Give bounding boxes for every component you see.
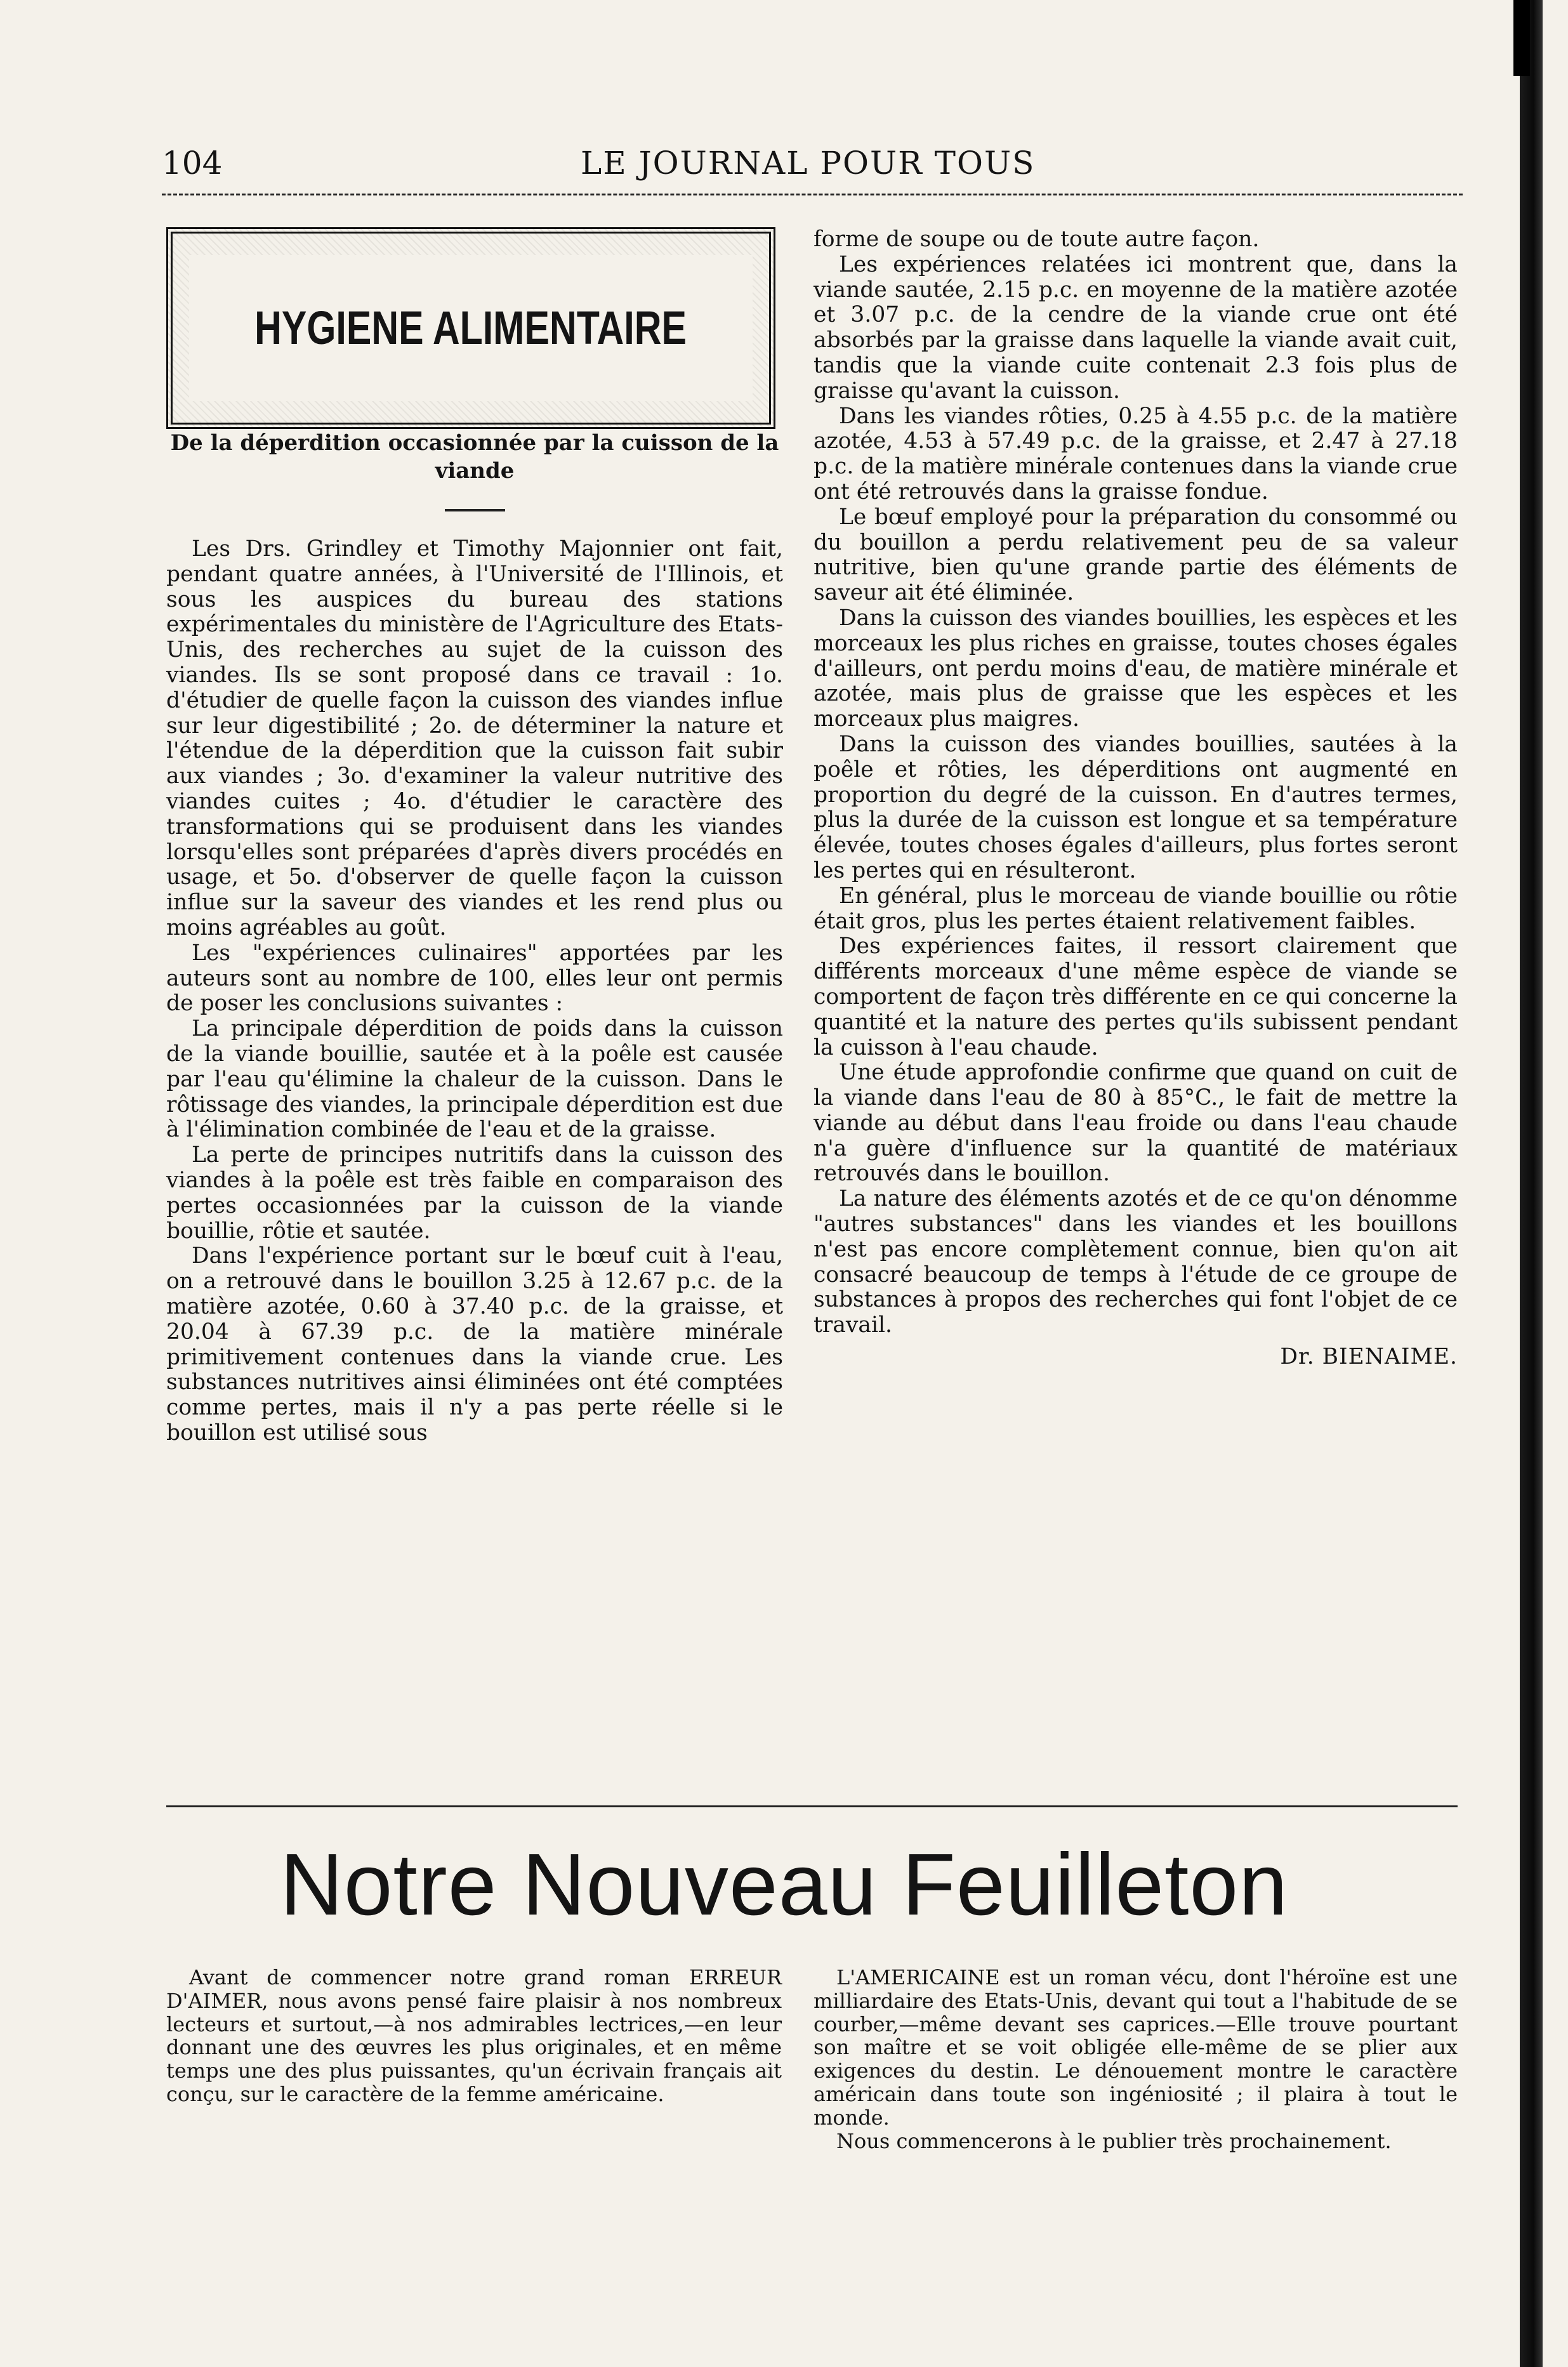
feuilleton-column-left	[166, 1966, 782, 2106]
page-header	[162, 145, 1463, 189]
ornamental-title-box	[166, 227, 775, 429]
article-paragraph: Des expériences faites, il ressort clairement que différents morceaux d'une même espèce de viande se comportent de façon très différente en ce qui concerne la quantité et la nature des pertes qu'ils subissent pendant la cuisson à l'eau chaude.	[814, 933, 1458, 1060]
article-subtitle: De la déperdition occasionnée par la cuisson de la viande	[170, 430, 779, 484]
header-rule	[162, 194, 1463, 195]
article-paragraph: Les expériences relatées ici montrent que, dans la viande sautée, 2.15 p.c. en moyenne de la matière azotée et 3.07 p.c. de la cendre de la viande crue ont été absorbés par la graisse dans laquelle la viande avait cuit, tandis que la viande cuite contenait 2.3 fois plus de graisse qu'avant la cuisson.	[814, 251, 1458, 404]
article-paragraph: Dans la cuisson des viandes bouillies, les espèces et les morceaux les plus riches en graisse, toutes choses égales d'ailleurs, ont perdu moins d'eau, de matière minérale et azotée, mais plus de graisse que les espèces et les morceaux plus maigres.	[814, 605, 1458, 732]
page-number: 104	[162, 145, 223, 181]
feuilleton-title: Notre Nouveau Feuilleton	[280, 1836, 1288, 1934]
article-signature: Dr. BIENAIME.	[1280, 1344, 1458, 1370]
article-paragraph: En général, plus le morceau de viande bouillie ou rôtie était gros, plus les pertes étaient relativement faibles.	[814, 883, 1458, 934]
section-rule	[166, 1805, 1458, 1807]
article-paragraph: Dans la cuisson des viandes bouillies, sautées à la poêle et rôties, les déperditions ont augmenté en proportion du degré de la cuisson. En d'autres termes, plus la durée de la cuisson est longue et sa température élevée, toutes choses égales d'ailleurs, plus fortes seront les pertes qui en résulteront.	[814, 731, 1458, 883]
article-column-left	[166, 227, 783, 1446]
article-paragraph: forme de soupe ou de toute autre façon.	[814, 227, 1260, 252]
short-divider	[445, 509, 505, 511]
binding-edge	[1520, 0, 1543, 2367]
article-paragraph: Les "expériences culinaires" apportées par les auteurs sont au nombre de 100, elles leur ont permis de poser les conclusions suivantes :	[166, 940, 783, 1017]
article-column-right	[814, 227, 1458, 1370]
article-title: HYGIENE ALIMENTAIRE	[254, 301, 687, 355]
feuilleton-paragraph: Avant de commencer notre grand roman ERREUR D'AIMER, nous avons pensé faire plaisir à nos nombreux lecteurs et surtout,—à nos admirables lectrices,—en leur donnant une des œuvres les plus originales, et en même temps une des plus puissantes, qu'un écrivain français ait conçu, sur le caractère de la femme américaine.	[166, 1965, 782, 2106]
binding-edge-tip	[1513, 0, 1530, 76]
article-paragraph: La principale déperdition de poids dans la cuisson de la viande bouillie, sautée et à la poêle est causée par l'eau qu'élimine la chaleur de la cuisson. Dans le rôtissage des viandes, la principale déperdition est due à l'élimination combinée de l'eau et de la graisse.	[166, 1016, 783, 1143]
article-paragraph: La perte de principes nutritifs dans la cuisson des viandes à la poêle est très faible en comparaison des pertes occasionnées par la cuisson de la viande bouillie, rôtie et sautée.	[166, 1142, 783, 1244]
article-paragraph: Le bœuf employé pour la préparation du consommé ou du bouillon a perdu relativement peu de sa valeur nutritive, bien qu'une grande partie des éléments de saveur ait été éliminée.	[814, 504, 1458, 606]
article-paragraph: La nature des éléments azotés et de ce qu'on dénomme "autres substances" dans les viandes et les bouillons n'est pas encore complètement connue, bien qu'on ait consacré beaucoup de temps à l'étude de ce groupe de substances à propos des recherches qui font l'objet de ce travail.	[814, 1186, 1458, 1338]
article-paragraph: Une étude approfondie confirme que quand on cuit de la viande dans l'eau de 80 à 85°C., le fait de mettre la viande au début dans l'eau froide ou dans l'eau chaude n'a guère d'influence sur la quantité de matériaux retrouvés dans le bouillon.	[814, 1060, 1458, 1187]
article-paragraph: Dans les viandes rôties, 0.25 à 4.55 p.c. de la matière azotée, 4.53 à 57.49 p.c. de la graisse, et 2.47 à 27.18 p.c. de la matière minérale contenues dans la viande crue ont été retrouvés dans la graisse fondue.	[814, 403, 1458, 504]
article-paragraph: Les Drs. Grindley et Timothy Majonnier ont fait, pendant quatre années, à l'Université de l'Illinois, et sous les auspices du bureau des stations expérimentales du ministère de l'Agriculture des Etats-Unis, des recherches au sujet de la cuisson des viandes. Ils se sont proposé dans ce travail : 1o. d'étudier de quelle façon la cuisson des viandes influe sur leur digestibilité ; 2o. de déterminer la nature et l'étendue de la déperdition que la cuisson fait subir aux viandes ; 3o. d'examiner la valeur nutritive des viandes cuites ; 4o. d'étudier le caractère des transformations qui se produisent dans les viandes lorsqu'elles sont préparées d'après divers procédés en usage, et 5o. d'observer de quelle façon la cuisson influe sur la saveur des viandes et les rend plus ou moins agréables au goût.	[166, 536, 783, 940]
running-title: LE JOURNAL POUR TOUS	[581, 145, 1036, 181]
article-paragraph: Dans l'expérience portant sur le bœuf cuit à l'eau, on a retrouvé dans le bouillon 3.25 à 12.67 p.c. de la matière azotée, 0.60 à 37.40 p.c. de la graisse, et 20.04 à 67.39 p.c. de la matière minérale primitivement contenues dans la viande crue. Les substances nutritives ainsi éliminées ont été comptées comme pertes, mais il n'y a pas perte réelle si le bouillon est utilisé sous	[166, 1243, 783, 1446]
feuilleton-paragraph: L'AMERICAINE est un roman vécu, dont l'héroïne est une milliardaire des Etats-Unis, devant qui tout a l'habitude de se courber,—même devant ses caprices.—Elle trouve pourtant son maître et se voit obligée elle-même de se plier aux exigences du destin. Le dénouement montre le caractère américain dans toute son ingéniosité ; il plaira à tout le monde.	[814, 1965, 1458, 2130]
title-box-inner	[189, 255, 753, 401]
feuilleton-paragraph: Nous commencerons à le publier très prochainement.	[836, 2128, 1392, 2153]
feuilleton-column-right	[814, 1966, 1458, 2153]
